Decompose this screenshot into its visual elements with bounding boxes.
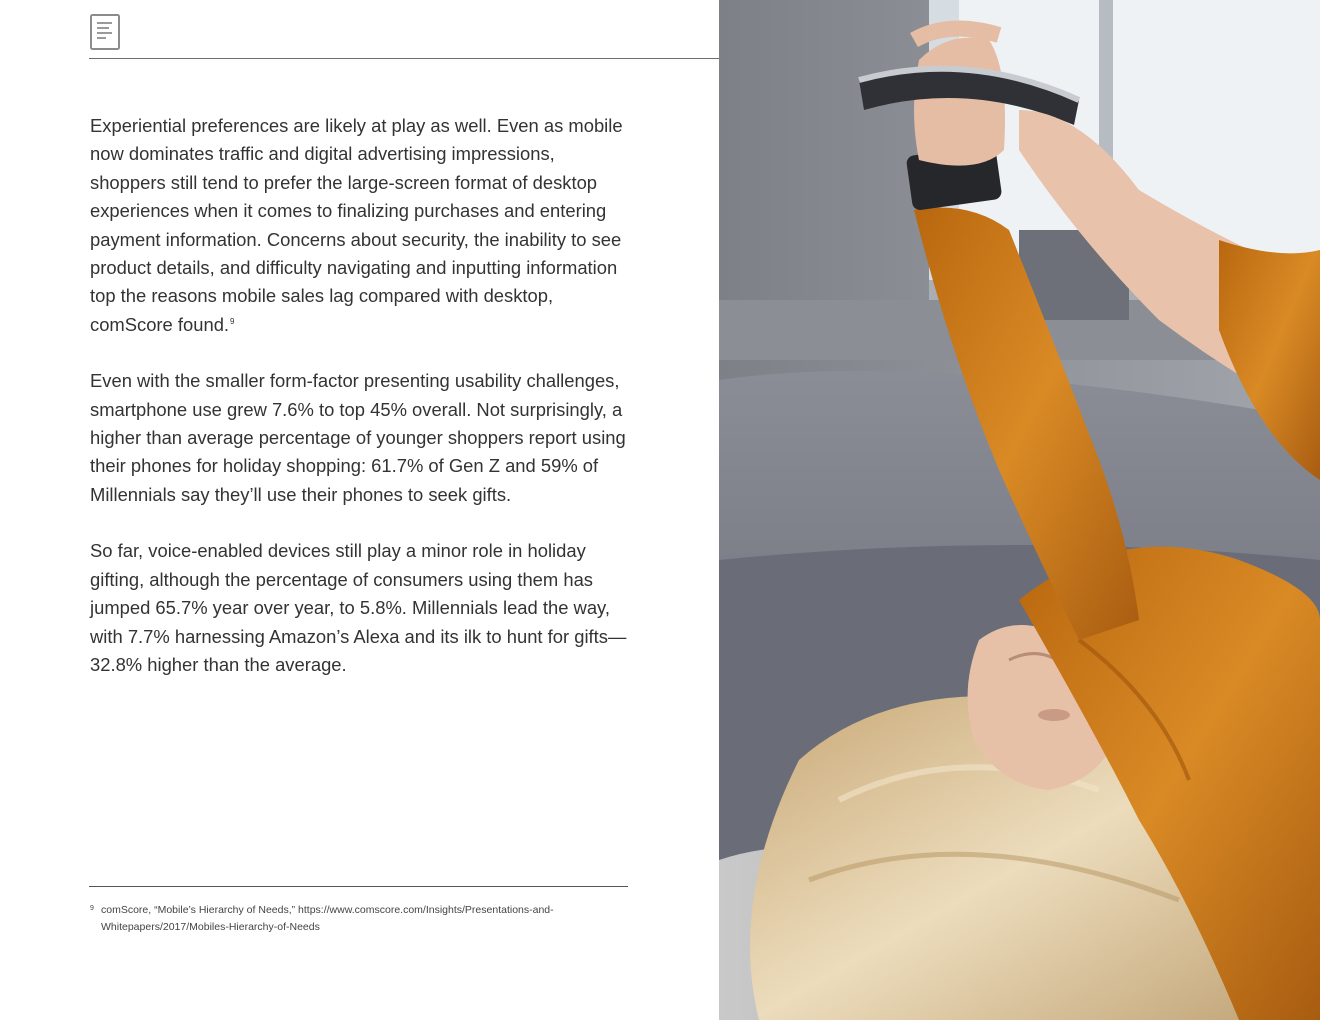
hero-photo: [719, 0, 1320, 1020]
footnote: [90, 902, 620, 936]
footnote-text: comScore, “Mobile’s Hierarchy of Needs,” https://www.comscore.com/Insights/Presentations-and-Whitepapers/2017/Mobiles-Hierarchy-of-Needs: [101, 904, 554, 933]
document-icon: [90, 14, 120, 50]
paragraph-1-text: Experiential preferences are likely at play as well. Even as mobile now dominates traffic and digital advertising impressions, shoppers still tend to prefer the large-screen format of desktop experiences when it comes to finalizing purchases and entering payment information. Concerns about security, the inability to see product details, and difficulty navigating and inputting information top the reasons mobile sales lag compared with desktop, comScore found.: [90, 115, 623, 335]
footnote-number: 9: [90, 905, 94, 912]
paragraph-3: So far, voice-enabled devices still play a minor role in holiday gifting, although the percentage of consumers using them has jumped 65.7% year over year, to 5.8%. Millennials lead the way, with 7.7% harnessing Amazon’s Alexa and its ilk to hunt for gifts—32.8% higher than the average.: [90, 540, 627, 675]
footnote-reference[interactable]: 9: [230, 316, 235, 326]
footnote-divider: [89, 886, 628, 887]
header-divider: [89, 58, 719, 59]
photo-illustration: [719, 0, 1320, 1020]
paragraph-1: [90, 112, 635, 339]
paragraph-2: Even with the smaller form-factor presenting usability challenges, smartphone use grew 7.6% to top 45% overall. Not surprisingly, a higher than average percentage of younger shoppers report using their phones for holiday shopping: 61.7% of Gen Z and 59% of Millennials say they’ll use their phones to seek gifts.: [90, 370, 626, 505]
article-body: [90, 112, 635, 707]
